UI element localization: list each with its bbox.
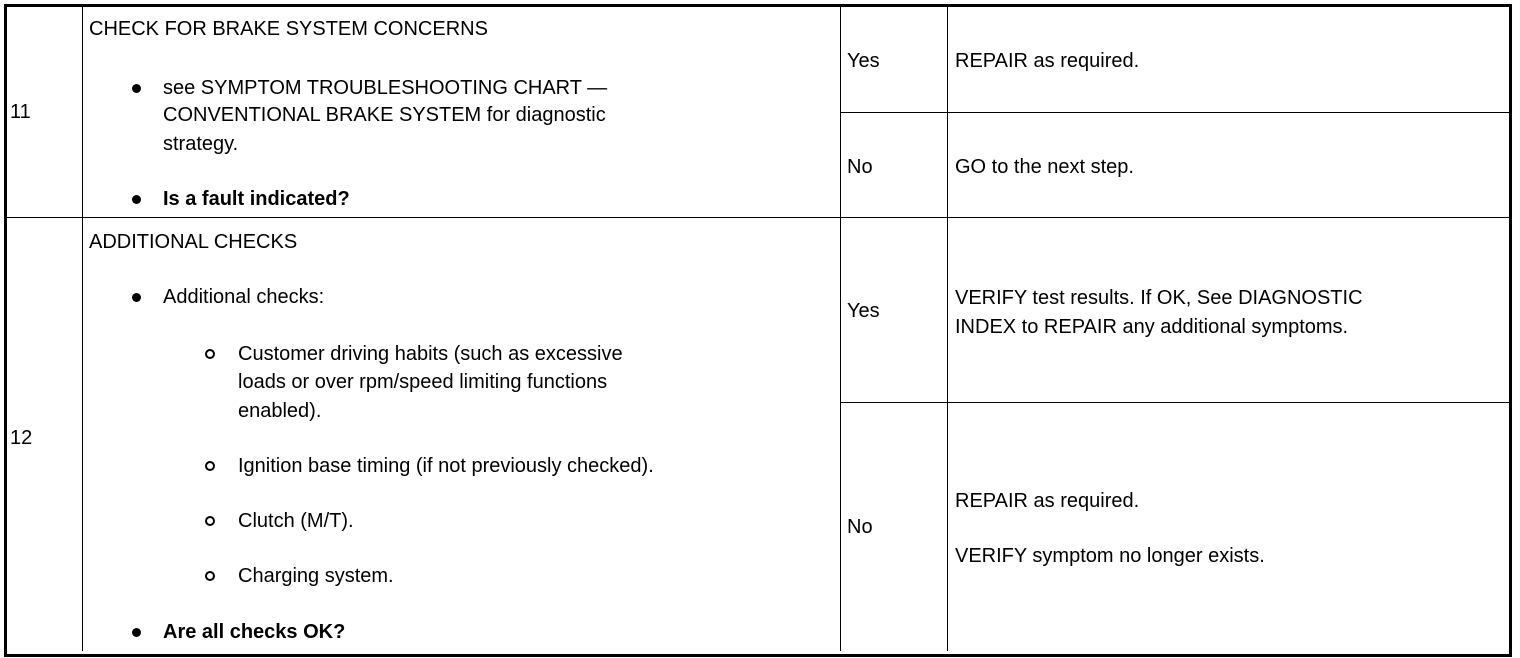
sub-bullet-icon [205, 516, 215, 526]
step-title-12: ADDITIONAL CHECKS [89, 231, 298, 253]
step-number-12: 12 [10, 427, 33, 449]
sub-bullet-icon [205, 349, 215, 359]
sub-item-line: loads or over rpm/speed limiting functions [238, 371, 608, 393]
sub-item-line: Customer driving habits (such as excessive [238, 343, 623, 365]
result-no-action-11: GO to the next step. [955, 156, 1134, 178]
step-number-11: 11 [10, 101, 31, 123]
bullet-icon [132, 84, 141, 93]
instruction-line: Additional checks: [163, 286, 325, 308]
instruction-line: see SYMPTOM TROUBLESHOOTING CHART — [163, 77, 608, 99]
result-yes-action-11: REPAIR as required. [955, 50, 1140, 72]
bullet-icon [132, 195, 141, 204]
sub-item-line: enabled). [238, 400, 322, 422]
step-title-11: CHECK FOR BRAKE SYSTEM CONCERNS [89, 18, 488, 40]
sub-bullet-icon [205, 461, 215, 471]
instruction-line: strategy. [163, 133, 239, 155]
result-no-label-12: No [847, 516, 873, 538]
result-yes-label-11: Yes [847, 50, 880, 72]
row12-yes-no-divider [841, 402, 1509, 403]
sub-item-line: Charging system. [238, 565, 394, 587]
bullet-icon [132, 628, 141, 637]
step-question-11: Is a fault indicated? [163, 188, 350, 210]
result-yes-action-line: VERIFY test results. If OK, See DIAGNOSTIC [955, 287, 1363, 309]
result-no-action-line: REPAIR as required. [955, 490, 1140, 512]
column-divider-test [840, 7, 841, 651]
sub-item-line: Clutch (M/T). [238, 510, 354, 532]
sub-bullet-icon [205, 571, 215, 581]
result-no-action-line: VERIFY symptom no longer exists. [955, 545, 1265, 567]
bullet-icon [132, 293, 141, 302]
column-divider-result [947, 7, 948, 651]
row11-yes-no-divider [841, 112, 1509, 113]
instruction-line: CONVENTIONAL BRAKE SYSTEM for diagnostic [163, 104, 606, 126]
result-no-label-11: No [847, 156, 873, 178]
sub-item-line: Ignition base timing (if not previously checked). [238, 455, 654, 477]
column-divider-step [82, 7, 83, 651]
result-yes-action-line: INDEX to REPAIR any additional symptoms. [955, 316, 1349, 338]
step-question-12: Are all checks OK? [163, 621, 346, 643]
result-yes-label-12: Yes [847, 300, 880, 322]
row-divider-11-12 [7, 217, 1509, 218]
